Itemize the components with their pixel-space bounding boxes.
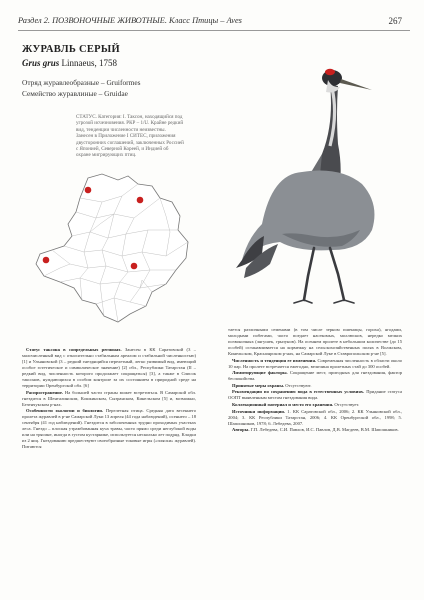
paragraph-text: Отсутствуют. [285,382,312,388]
text-column-left [22,347,196,575]
paragraph [228,402,402,408]
crane-feet [294,300,354,303]
paragraph-text: 1. КК Саратовской обл., 2006; 2. КК Ульяновской обл., 2004; 3. КК Республики Татарстан, 2006; 4. КК Оренбургской обл., 1998; 5. Шапошников, 1978; 6. Лебедева, 2007. [228,408,402,426]
crane-red-crown [325,69,335,75]
record-marker [85,187,92,194]
taxonomy-order: Отряд журавлеобразные – Gruiformes [22,78,141,87]
paragraph-heading: Статус таксона в сопредельных регионах. [26,347,122,352]
paragraph-heading: Источники информации. [232,408,286,414]
paragraph-text: Отсутствует. [334,401,360,407]
header-rule [18,30,410,31]
page-header [18,16,410,38]
taxonomy-family: Семейство журавлиные – Gruidae [22,89,128,98]
paragraph-text: Г.П. Лебедева, С.И. Павлов, И.С. Павлов, Д.В. Магдеев, В.М. Шапошников. [250,427,399,433]
paragraph-text: Перелетная птица. Средняя дата весеннего пролета журавлей в р-не Самарской Луки 13 апреля (44 года наблюдений), осеннего – 18 сентября (41 год наблюдений). Гнездится в заболоченных трудно проходимых участках леса. Гнездо – плоская утрамбованная куча травы, часто прямо среди неглубокой воды или на трясине, иногда в густом кустарнике, используется несколько лет подряд. Кладки из 2 яиц. Гнездованию предшествуют своеобразные токовые игры («пляски» журавлей). Питаются [22,408,196,450]
crane-legs [304,248,344,300]
crane-body [236,84,374,278]
paragraph [228,427,402,433]
species-title: ЖУРАВЛЬ СЕРЫЙ [22,44,120,55]
distribution-map [30,172,200,332]
paragraph-heading: Рекомендации по сохранению вида в естественных условиях. [232,389,365,395]
paragraph [228,389,402,401]
species-latin-name [22,58,117,68]
paragraph-text: Современная численность в области около 10 пар. На пролете встречается ежегодно, величина пролетных стай до 300 особей. [228,357,402,369]
paragraph-heading: Особенности экологии и биологии. [26,408,104,414]
paragraph [228,383,402,389]
paragraph-heading: Лимитирующие факторы. [232,370,288,376]
paragraph [22,390,196,408]
paragraph-text: На большей части страны может встретиться. В Самарской обл. гнездится в Шенталинском, Кошкинском, Сызранском, Кинельском [5] и, возможно, Безенчукском р-нах. [22,389,196,407]
latin-author: Linnaeus, 1758 [61,58,118,68]
paragraph-heading: Принятые меры охраны. [232,382,285,388]
text-column-right [228,327,402,575]
record-marker [43,257,50,264]
paragraph-heading: Распространение. [26,389,64,395]
paragraph-heading: Численность и тенденция ее изменения. [232,357,317,363]
paragraph-text: Занесен в КК Саратовской (3 – малочисленный вид с относительно стабильным ареалом и стабильной численностью) [1] и Ульяновской (3 – редкий гнездящийся перелетный, легко уязвимый вид, имеющий особое эстетическое и символическое значение) [2] обл., Республики Татарстан (II – редкий вид, численность которого продолжает сокращаться) [3], а также в Список таксонов, нуждающихся в особом контроле за их состоянием в природной среде на территории Оренбургской обл. [6] [22,347,196,388]
region-outline [36,174,188,322]
section-title: Раздел 2. ПОЗВОНОЧНЫЕ ЖИВОТНЫЕ. Класс Птицы – Aves [18,16,242,25]
record-marker [137,197,144,204]
record-marker [131,263,138,270]
paragraph [22,347,196,389]
paragraph [228,409,402,427]
paragraph-text: тается различными семенами (в том числе зерном пшеницы, гороха), ягодами, молодыми побегами, часто поедает насекомых, моллюсков, нередко мелких позвоночных (лягушек, грызунов). На осеннем пролете в небольшом количестве (до 15 особей) останавливается на кормежку на сельскохозяйственных полях в Волжском, Кинельском, Красноярском р-нах, на Самарской Луке в Ставропольском р-не [5]. [228,327,402,356]
latin-genus: Grus grus [22,58,60,68]
paragraph [228,358,402,370]
crane-illustration [222,54,402,304]
page-number: 267 [388,16,402,26]
status-block: СТАТУС. Категория: I. Таксон, находящийся под угрозой исчезновения. РКР – 1/U. Крайне редкий вид, тенденции численности неизвестны. Занесен в Приложение I СИТЕС, приложения двусторонних соглашений, заключенных Россией с Японией, Северной Кореей, и Индией об охране мигрирующих птиц. [76,114,184,159]
paragraph-heading: Коллекционный материал и место его хранения. [232,401,334,407]
paragraph-heading: Авторы. [232,427,250,433]
paragraph-text: Сокращение мест, пригодных для гнездования, фактор беспокойства. [228,370,402,382]
paragraph [228,327,402,357]
crane-beak [340,79,372,90]
paragraph [22,408,196,450]
paragraph [228,370,402,382]
paragraph-text: Придание статуса ООПТ выявленным местам гнездования вида. [228,389,402,401]
